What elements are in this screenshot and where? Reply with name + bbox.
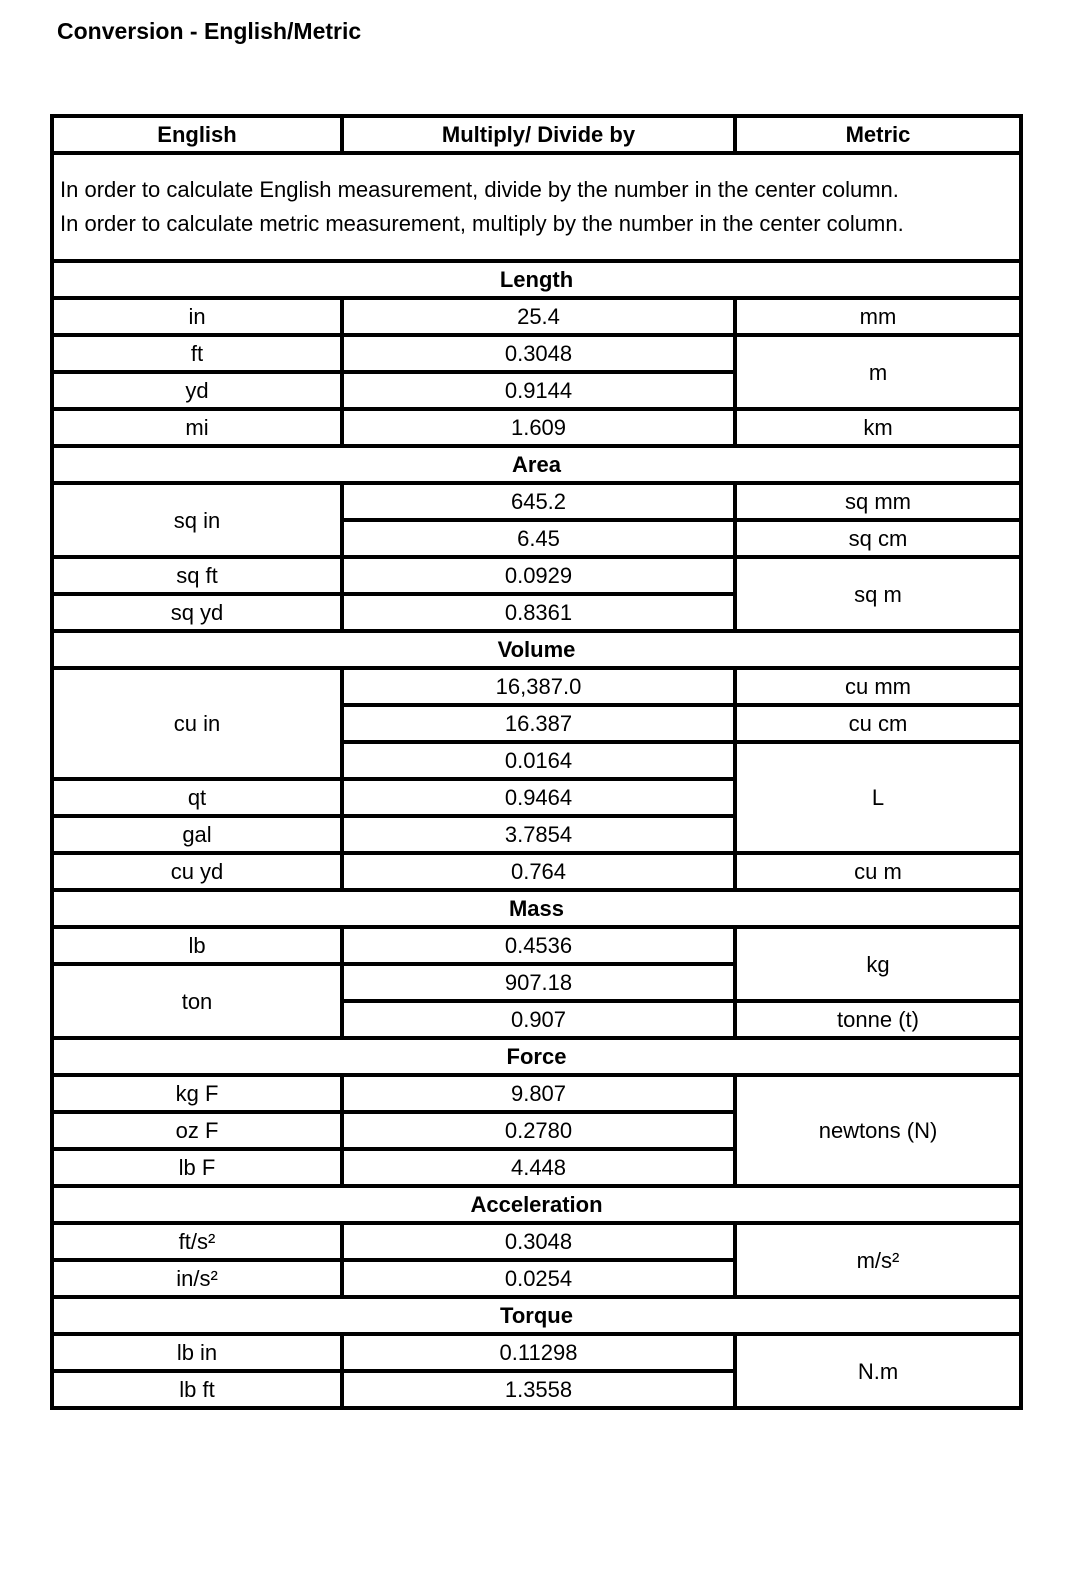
metric-unit: cu mm [735, 668, 1021, 705]
table-row [52, 927, 1021, 964]
conversion-table [50, 114, 1023, 1410]
metric-unit: kg [735, 927, 1021, 1001]
metric-unit: m [735, 335, 1021, 409]
section-row-acceleration [52, 1186, 1021, 1223]
conversion-factor: 25.4 [342, 298, 735, 335]
english-unit: sq yd [52, 594, 342, 631]
table-row [52, 1223, 1021, 1260]
table-row [52, 1334, 1021, 1371]
table-row [52, 335, 1021, 372]
section-title-force: Force [52, 1038, 1021, 1075]
note-row [52, 153, 1021, 261]
metric-unit: cu cm [735, 705, 1021, 742]
section-row-force [52, 1038, 1021, 1075]
section-title-volume: Volume [52, 631, 1021, 668]
instructions-note [52, 153, 1021, 261]
metric-unit: sq m [735, 557, 1021, 631]
english-unit: sq ft [52, 557, 342, 594]
conversion-factor: 907.18 [342, 964, 735, 1001]
section-row-length [52, 261, 1021, 298]
note-line-metric: In order to calculate metric measurement, multiply by the number in the center column. [60, 211, 904, 236]
header-metric: Metric [735, 116, 1021, 153]
conversion-factor: 0.2780 [342, 1112, 735, 1149]
metric-unit: sq cm [735, 520, 1021, 557]
english-unit: ton [52, 964, 342, 1038]
metric-unit: mm [735, 298, 1021, 335]
conversion-factor: 16,387.0 [342, 668, 735, 705]
english-unit: kg F [52, 1075, 342, 1112]
english-unit: lb [52, 927, 342, 964]
section-title-area: Area [52, 446, 1021, 483]
conversion-factor: 0.907 [342, 1001, 735, 1038]
conversion-factor: 0.8361 [342, 594, 735, 631]
table-row [52, 557, 1021, 594]
section-row-volume [52, 631, 1021, 668]
table-row [52, 1075, 1021, 1112]
section-title-length: Length [52, 261, 1021, 298]
table-row [52, 298, 1021, 335]
conversion-factor: 0.9464 [342, 779, 735, 816]
english-unit: cu yd [52, 853, 342, 890]
english-unit: lb in [52, 1334, 342, 1371]
conversion-factor: 1.3558 [342, 1371, 735, 1408]
metric-unit: cu m [735, 853, 1021, 890]
table-row [52, 853, 1021, 890]
conversion-factor: 6.45 [342, 520, 735, 557]
section-title-mass: Mass [52, 890, 1021, 927]
english-unit: qt [52, 779, 342, 816]
english-unit: in [52, 298, 342, 335]
section-row-area [52, 446, 1021, 483]
metric-unit: N.m [735, 1334, 1021, 1408]
conversion-factor: 0.4536 [342, 927, 735, 964]
english-unit: yd [52, 372, 342, 409]
header-row [52, 116, 1021, 153]
table-row [52, 483, 1021, 520]
metric-unit: L [735, 742, 1021, 853]
conversion-factor: 0.0254 [342, 1260, 735, 1297]
conversion-factor: 4.448 [342, 1149, 735, 1186]
english-unit: lb F [52, 1149, 342, 1186]
table-row [52, 409, 1021, 446]
header-english: English [52, 116, 342, 153]
page-title: Conversion - English/Metric [57, 18, 362, 44]
metric-unit: newtons (N) [735, 1075, 1021, 1186]
english-unit: sq in [52, 483, 342, 557]
metric-unit: sq mm [735, 483, 1021, 520]
section-title-torque: Torque [52, 1297, 1021, 1334]
english-unit: in/s² [52, 1260, 342, 1297]
english-unit: mi [52, 409, 342, 446]
english-unit: ft/s² [52, 1223, 342, 1260]
conversion-factor: 0.3048 [342, 1223, 735, 1260]
conversion-factor: 0.9144 [342, 372, 735, 409]
note-line-english: In order to calculate English measurement, divide by the number in the center column. [60, 177, 899, 202]
conversion-factor: 1.609 [342, 409, 735, 446]
table-row [52, 668, 1021, 705]
conversion-factor: 0.0164 [342, 742, 735, 779]
header-factor: Multiply/ Divide by [342, 116, 735, 153]
conversion-factor: 645.2 [342, 483, 735, 520]
english-unit: oz F [52, 1112, 342, 1149]
english-unit: cu in [52, 668, 342, 779]
metric-unit: km [735, 409, 1021, 446]
conversion-factor: 9.807 [342, 1075, 735, 1112]
conversion-factor: 0.11298 [342, 1334, 735, 1371]
conversion-factor: 0.764 [342, 853, 735, 890]
section-row-torque [52, 1297, 1021, 1334]
conversion-factor: 0.3048 [342, 335, 735, 372]
english-unit: lb ft [52, 1371, 342, 1408]
english-unit: gal [52, 816, 342, 853]
english-unit: ft [52, 335, 342, 372]
metric-unit: m/s² [735, 1223, 1021, 1297]
conversion-factor: 3.7854 [342, 816, 735, 853]
conversion-factor: 0.0929 [342, 557, 735, 594]
metric-unit: tonne (t) [735, 1001, 1021, 1038]
section-title-acceleration: Acceleration [52, 1186, 1021, 1223]
section-row-mass [52, 890, 1021, 927]
conversion-factor: 16.387 [342, 705, 735, 742]
